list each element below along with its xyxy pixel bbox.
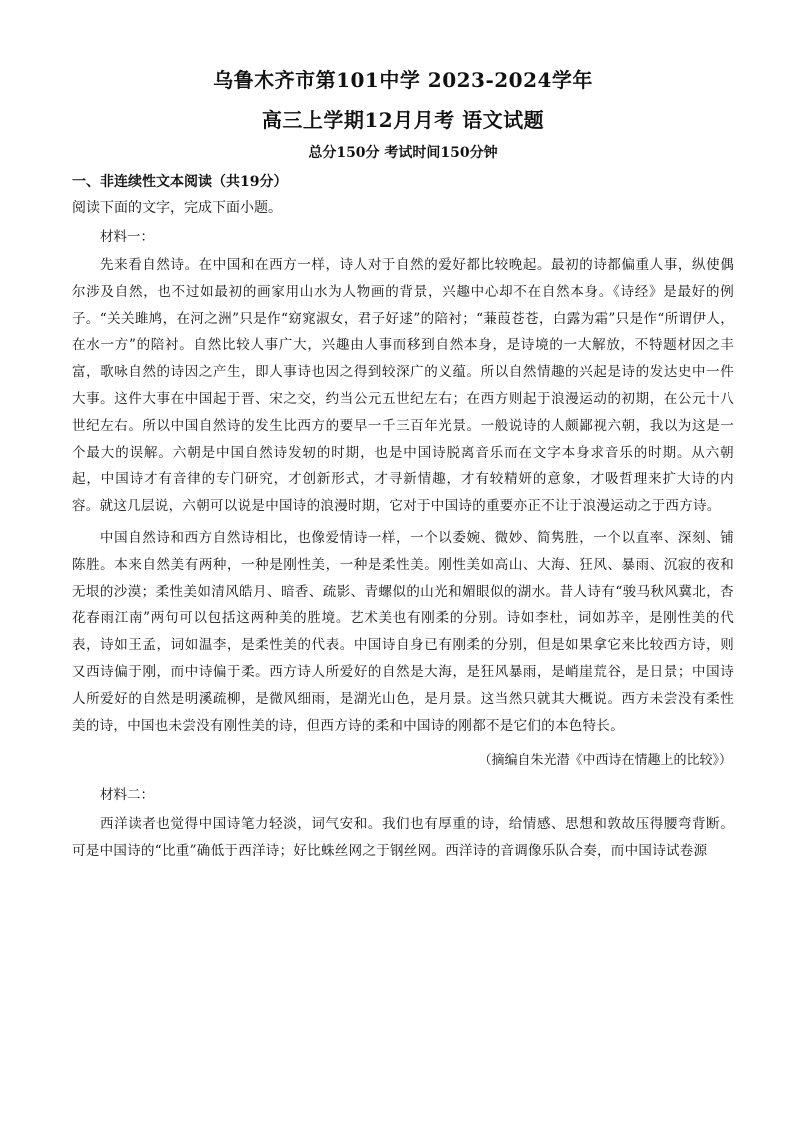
exam-title-line2: 高三上学期12月月考 语文试题: [261, 108, 545, 132]
material1-source: （摘编自朱光潜《中西诗在情趣上的比较》）: [478, 753, 732, 769]
exam-subtitle: 总分150分 考试时间150分钟: [308, 145, 498, 161]
material1-paragraph-1: 先来看自然诗。在中国和在西方一样，诗人对于自然的爱好都比较晚起。最初的诗都偏重人事，纵使偶尔涉及自然，也不过如最初的画家用山水为人物画的背景，兴趣中心却不在自然本身。《诗经》是最好的例子。“关关雎鸠，在河之洲”只是作“窈窕淑女，君子好逑”的陪衬；“蒹葭苍苍，白露为霜”只是作“所谓伊人，在水一方”的陪衬。自然比较人事广大，兴趣由人事而移到自然本身，是诗境的一大解放，不特题材因之丰富，歌咏自然的诗因之产生，即人事诗也因之得到较深广的义蕴。所以自然情趣的兴起是诗的发达史中一件大事。这件大事在中国起于晋、宋之交，约当公元五世纪左右；在西方则起于浪漫运动的初期，在公元十八世纪左右。所以中国自然诗的发生比西方的要早一千三百年光景。一般说诗的人颇鄙视六朝，我以为这是一个最大的误解。六朝是中国自然诗发轫的时期，也是中国诗脱离音乐而在文字本身求音乐的时期。从六朝起，中国诗才有音律的专门研究，才创新形式，才寻新情趣，才有较精妍的意象，才吸哲理来扩大诗的内容。就这几层说，六朝可以说是中国诗的浪漫时期，它对于中国诗的重要亦正不让于浪漫运动之于西方诗。: [72, 257, 734, 515]
material1-label: 材料一：: [100, 229, 154, 245]
material2-label: 材料二：: [100, 787, 154, 804]
material2-paragraph: 西洋读者也觉得中国诗笔力轻淡，词气安和。我们也有厚重的诗，给情感、思想和敦故压得腰弯背断。可是中国诗的“比重”确低于西洋诗；好比蛛丝网之于钢丝网。西洋诗的音调像乐队合奏，而中国诗试卷源: [72, 816, 734, 860]
section-heading: 一、非连续性文本阅读（共19分）: [72, 174, 288, 190]
exam-title-line1: 乌鲁木齐市第101中学 2023-2024学年: [213, 68, 593, 92]
section-instruction: 阅读下面的文字，完成下面小题。: [72, 200, 282, 216]
material1-paragraph-2: 中国自然诗和西方自然诗相比，也像爱情诗一样，一个以委婉、微妙、简隽胜，一个以直率、深刻、铺陈胜。本来自然美有两种，一种是刚性美，一种是柔性美。刚性美如高山、大海、狂风、暴雨、沉寂的夜和无垠的沙漠；柔性美如清风皓月、暗香、疏影、青螺似的山光和媚眼似的湖水。昔人诗有“骏马秋风冀北，杏花春雨江南”两句可以包括这两种美的胜境。艺术美也有刚柔的分别。诗如李杜，词如苏辛，是刚性美的代表，诗如王孟，词如温李，是柔性美的代表。中国诗自身已有刚柔的分别，但是如果拿它来比较西方诗，则又西诗偏于刚，而中诗偏于柔。西方诗人所爱好的自然是大海，是狂风暴雨，是峭崖荒谷，是日景；中国诗人所爱好的自然是明溪疏柳，是微风细雨，是湖光山色，是月景。这当然只就其大概说。西方未尝没有柔性美的诗，中国也未尝没有刚性美的诗，但西方诗的柔和中国诗的刚都不是它们的本色特长。: [72, 529, 734, 734]
